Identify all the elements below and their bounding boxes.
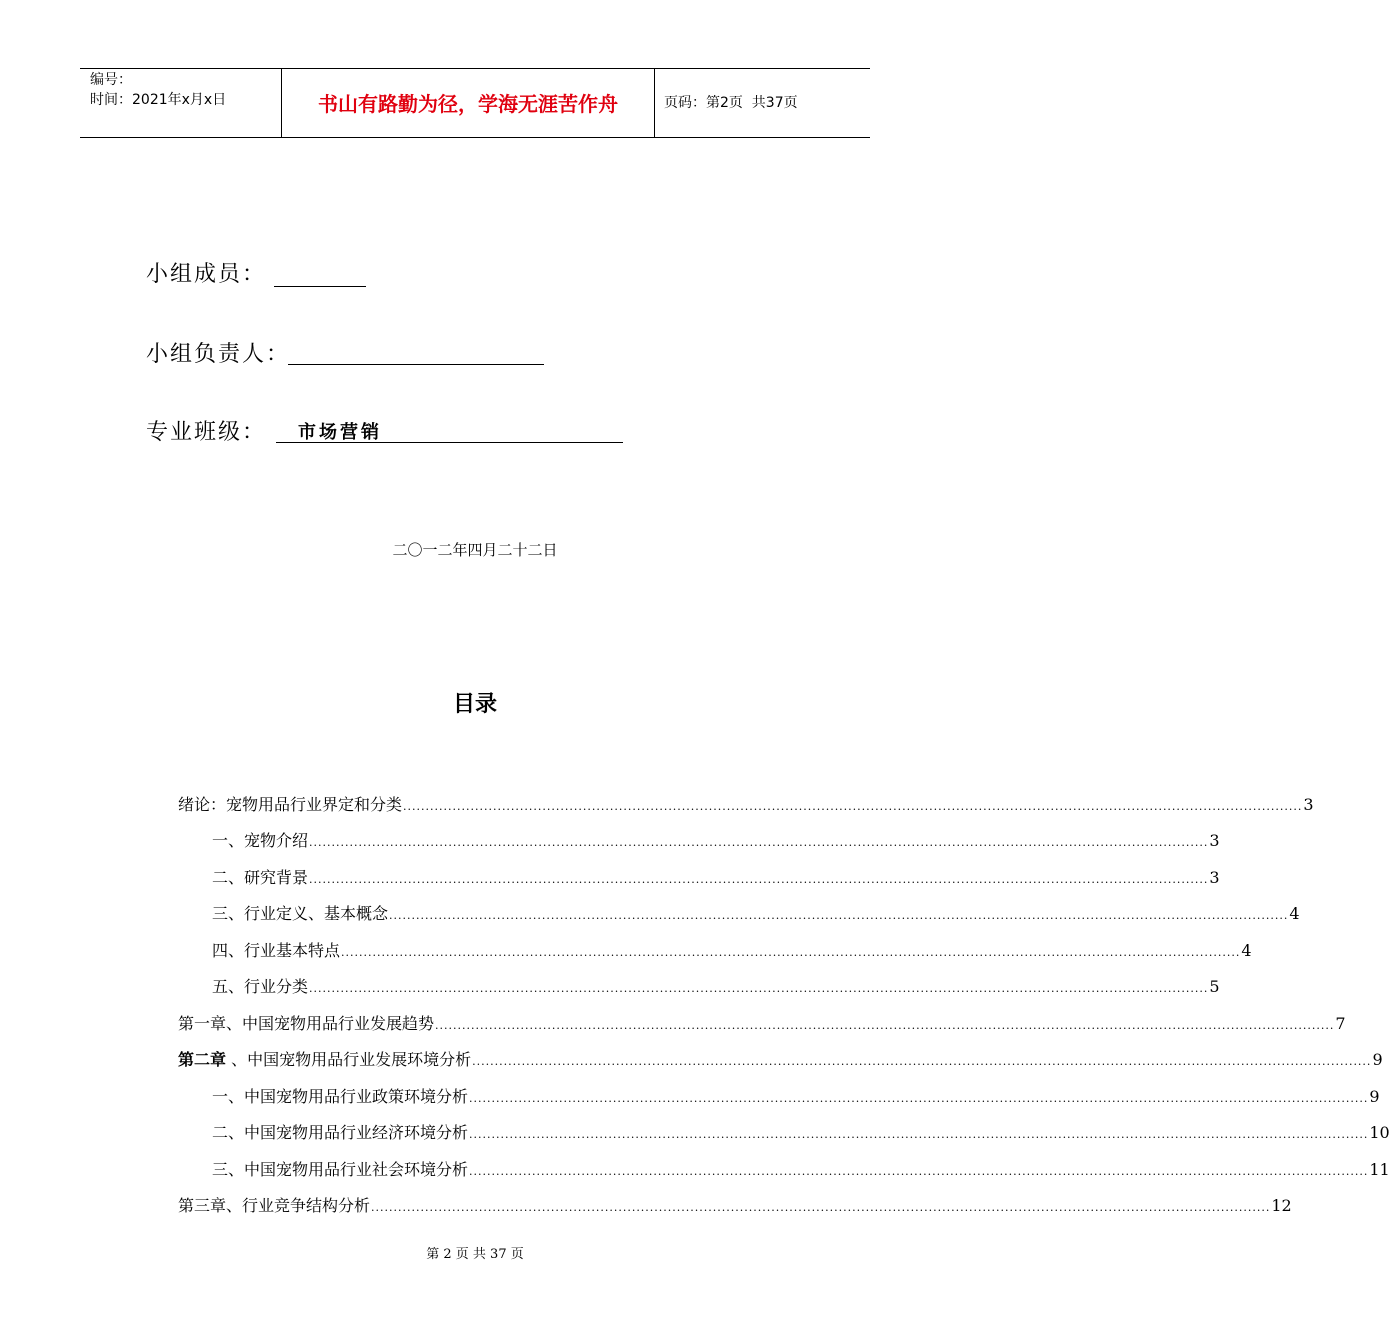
toc-leader: ........................................................................................................................................................................................................ xyxy=(389,909,1289,922)
toc-entry-page: 7 xyxy=(1335,1014,1346,1033)
members-blank xyxy=(274,286,366,287)
toc-leader: ........................................................................................................................................................................................................ xyxy=(469,1165,1369,1178)
toc-leader: ........................................................................................................................................................................................................ xyxy=(341,946,1241,959)
toc-chapter-rest: 、中国宠物用品行业发展环境分析 xyxy=(226,1050,472,1069)
toc-entry-title: 第三章、行业竞争结构分析 xyxy=(178,1196,371,1215)
toc-entry-title xyxy=(178,1049,471,1071)
toc-entry-page: 12 xyxy=(1271,1196,1292,1215)
toc-leader: ........................................................................................................................................................................................................ xyxy=(469,1092,1369,1105)
toc-entry-page: 11 xyxy=(1369,1160,1390,1179)
toc-entry-title: 二、研究背景 xyxy=(212,868,309,887)
toc-entry-title: 五、行业分类 xyxy=(212,977,309,996)
toc-entry-page: 3 xyxy=(1303,795,1314,814)
toc-entry-page: 9 xyxy=(1372,1050,1383,1069)
toc-entry-page: 3 xyxy=(1209,831,1220,850)
toc-title: 目录 xyxy=(452,692,497,717)
toc-entry[interactable] xyxy=(178,1195,1292,1217)
toc-entry-title: 绪论：宠物用品行业界定和分类 xyxy=(178,795,403,814)
toc-entry-page: 4 xyxy=(1241,941,1252,960)
members-label: 小组成员： xyxy=(146,262,267,287)
report-date: 二〇一二年四月二十二日 xyxy=(392,541,558,559)
toc-entry[interactable] xyxy=(212,1159,1390,1181)
toc-entry[interactable] xyxy=(178,794,1314,816)
toc-entry[interactable] xyxy=(178,1049,1383,1071)
toc-entry[interactable] xyxy=(178,1013,1346,1035)
leader-label: 小组负责人： xyxy=(146,342,291,367)
toc-entry-page: 9 xyxy=(1369,1087,1380,1106)
toc-entry-title: 一、中国宠物用品行业政策环境分析 xyxy=(212,1087,469,1106)
major-value: 市场营销 xyxy=(298,422,382,443)
toc-entry-title: 四、行业基本特点 xyxy=(212,941,341,960)
toc-entry-page: 10 xyxy=(1369,1123,1390,1142)
toc-chapter-bold: 第二章 xyxy=(178,1050,227,1069)
time-label: 时间：2021年x月x日 xyxy=(90,92,227,108)
toc-leader: ........................................................................................................................................................................................................ xyxy=(309,836,1209,849)
header-motto-cell xyxy=(281,69,655,137)
toc-entry[interactable] xyxy=(212,903,1300,925)
toc-entry[interactable] xyxy=(212,940,1252,962)
toc-entry-page: 3 xyxy=(1209,868,1220,887)
toc-entry-title: 三、行业定义、基本概念 xyxy=(212,904,389,923)
toc-leader: ........................................................................................................................................................................................................ xyxy=(472,1055,1372,1068)
page-label: 页码：第2页 共37页 xyxy=(664,95,798,111)
toc-entry-page: 4 xyxy=(1289,904,1300,923)
toc-entry[interactable] xyxy=(212,1122,1390,1144)
page-header xyxy=(80,68,870,138)
motto: 书山有路勤为径，学海无涯苦作舟 xyxy=(318,92,618,116)
leader-blank xyxy=(288,364,544,365)
toc-leader: ........................................................................................................................................................................................................ xyxy=(309,982,1209,995)
header-info-cell xyxy=(80,69,280,137)
header-page-cell xyxy=(654,69,870,137)
toc-leader: ........................................................................................................................................................................................................ xyxy=(403,800,1303,813)
toc-entry-page: 5 xyxy=(1209,977,1220,996)
toc-entry-title: 第一章、中国宠物用品行业发展趋势 xyxy=(178,1014,435,1033)
toc-entry[interactable] xyxy=(212,1086,1380,1108)
toc-entry[interactable] xyxy=(212,830,1220,852)
toc-entry[interactable] xyxy=(212,867,1220,889)
toc-entry-title: 二、中国宠物用品行业经济环境分析 xyxy=(212,1123,469,1142)
number-label: 编号： xyxy=(90,72,132,88)
page-footer: 第 2 页 共 37 页 xyxy=(426,1247,524,1262)
major-label: 专业班级： xyxy=(146,420,267,445)
toc-leader: ........................................................................................................................................................................................................ xyxy=(309,873,1209,886)
toc-leader: ........................................................................................................................................................................................................ xyxy=(371,1201,1271,1214)
toc-entry-title: 三、中国宠物用品行业社会环境分析 xyxy=(212,1160,469,1179)
toc-entry[interactable] xyxy=(212,976,1220,998)
toc-leader: ........................................................................................................................................................................................................ xyxy=(435,1019,1335,1032)
toc-leader: ........................................................................................................................................................................................................ xyxy=(469,1128,1369,1141)
toc-entry-title: 一、宠物介绍 xyxy=(212,831,309,850)
